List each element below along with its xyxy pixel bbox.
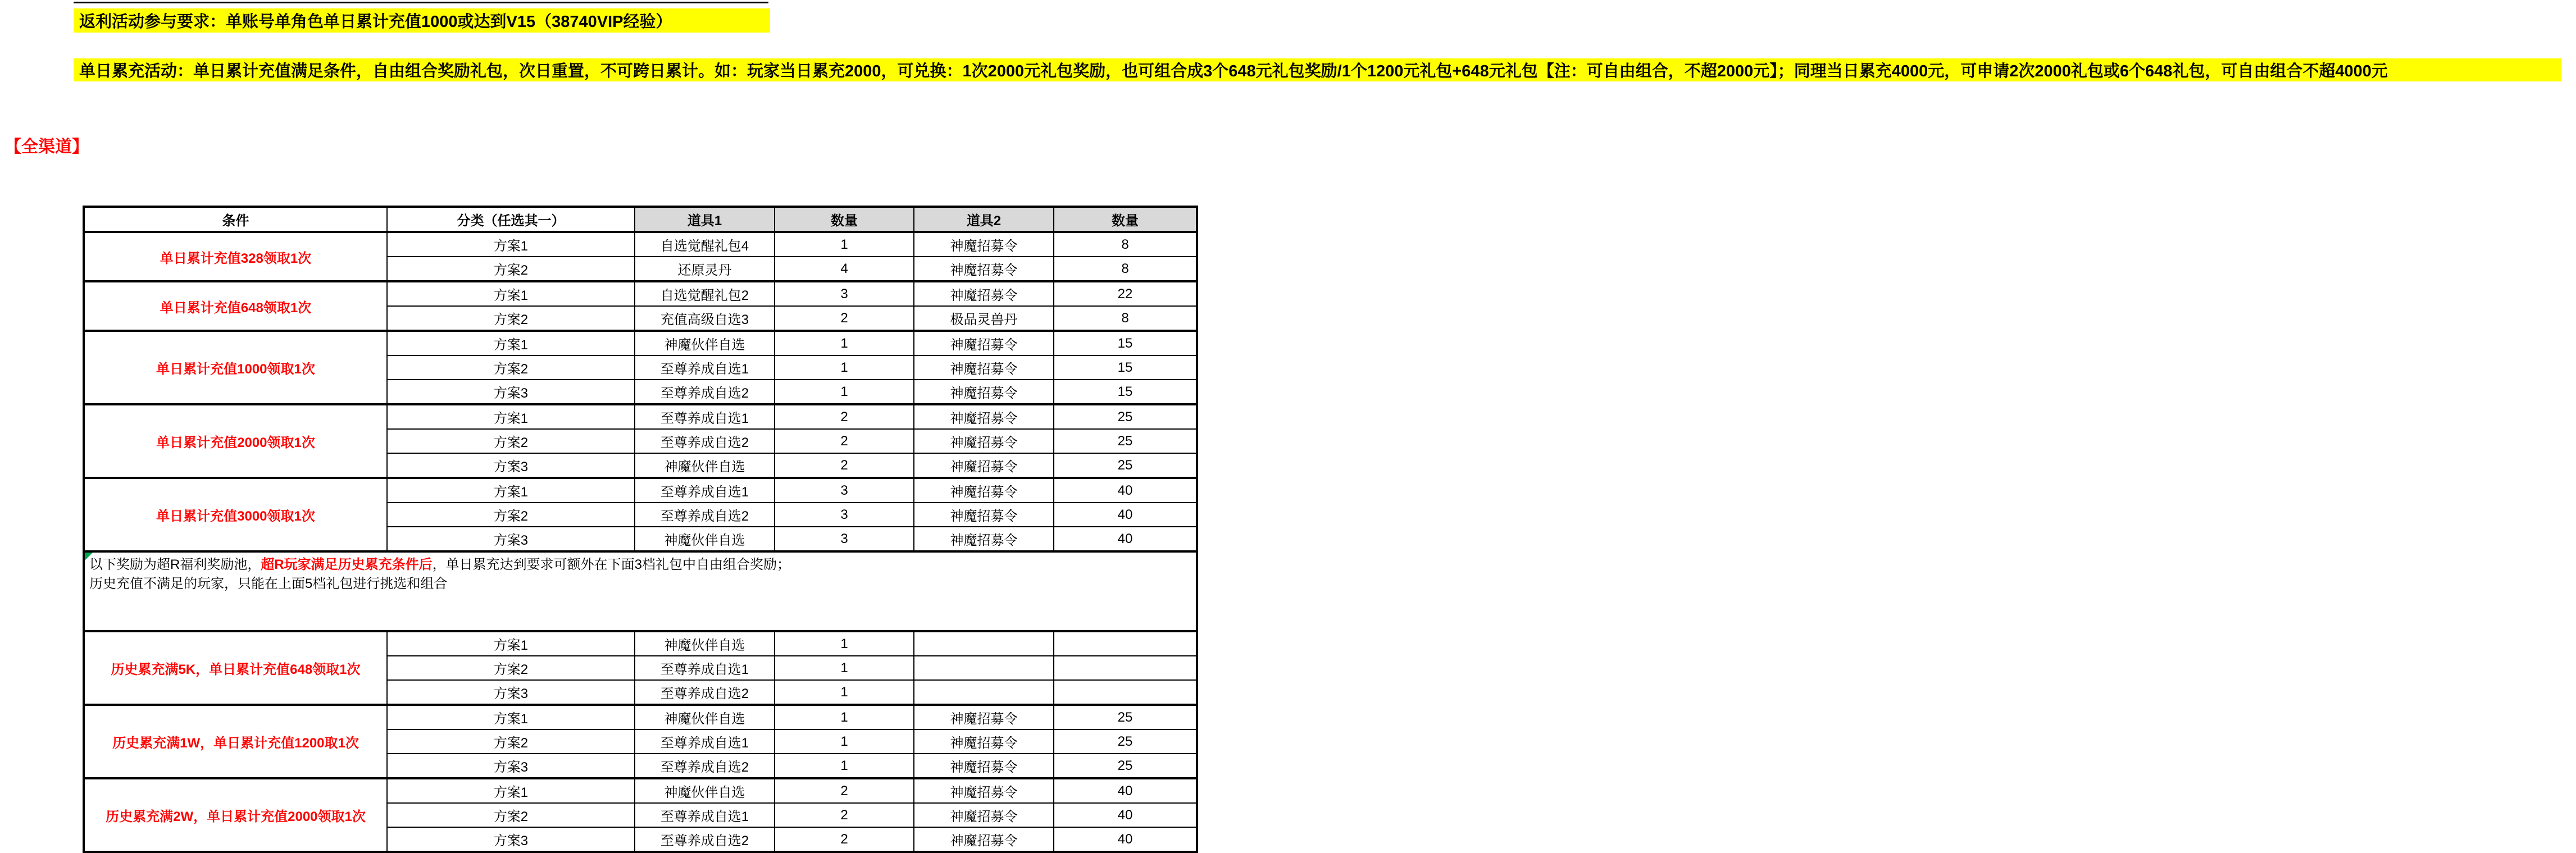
table-row [84,331,1197,355]
plan-cell: 方案2 [387,306,635,331]
plan-cell: 方案1 [387,705,635,729]
qty2-cell: 40 [1054,827,1197,852]
qty1-cell: 2 [775,453,914,478]
qty2-cell: 40 [1054,778,1197,803]
qty2-cell: 40 [1054,478,1197,503]
requirement-banner-text: 返利活动参与要求：单账号单角色单日累计充值1000或达到V15（38740VIP经验） [79,13,672,31]
header-row [84,207,1197,232]
item2-cell: 神魔招募令 [914,827,1054,852]
condition-cell: 历史累充满1W，单日累计充值1200取1次 [84,705,387,778]
qty2-cell: 25 [1054,453,1197,478]
item1-cell: 至尊养成自选1 [635,478,775,503]
table-row [84,478,1197,503]
qty2-cell: 25 [1054,404,1197,429]
qty2-cell: 15 [1054,331,1197,355]
qty1-cell: 2 [775,827,914,852]
item2-cell: 神魔招募令 [914,705,1054,729]
item2-cell [914,680,1054,705]
plan-cell: 方案2 [387,803,635,827]
note-part2: ，单日累充达到要求可额外在下面3档礼包中自由组合奖励； [432,557,791,572]
item1-cell: 神魔伙伴自选 [635,705,775,729]
qty1-cell: 3 [775,281,914,306]
item1-cell: 还原灵丹 [635,257,775,281]
item2-cell [914,656,1054,680]
plan-cell: 方案2 [387,656,635,680]
note-part1: 以下奖励为超R福利奖励池， [89,557,261,572]
item2-cell: 神魔招募令 [914,754,1054,778]
note-cell [84,551,1197,631]
qty2-cell: 40 [1054,503,1197,527]
plan-cell: 方案2 [387,729,635,754]
qty1-cell: 1 [775,380,914,404]
history-recharge-groups [84,631,1197,852]
table-row [84,404,1197,429]
item2-cell: 神魔招募令 [914,478,1054,503]
plan-cell: 方案3 [387,754,635,778]
qty1-cell: 2 [775,803,914,827]
item1-cell: 至尊养成自选2 [635,754,775,778]
table-row [84,778,1197,803]
item2-cell: 神魔招募令 [914,257,1054,281]
item2-cell: 神魔招募令 [914,404,1054,429]
item2-cell: 神魔招募令 [914,380,1054,404]
section-title-all-channels: 【全渠道】 [4,138,89,156]
plan-cell: 方案1 [387,331,635,355]
item1-cell: 神魔伙伴自选 [635,778,775,803]
plan-cell: 方案1 [387,778,635,803]
item1-cell: 神魔伙伴自选 [635,453,775,478]
header-category: 分类（任选其一） [387,207,635,232]
qty2-cell: 8 [1054,257,1197,281]
plan-cell: 方案1 [387,232,635,257]
qty1-cell: 4 [775,257,914,281]
item1-cell: 神魔伙伴自选 [635,631,775,656]
header-qty1: 数量 [775,207,914,232]
item2-cell: 神魔招募令 [914,232,1054,257]
plan-cell: 方案1 [387,404,635,429]
header-item1: 道具1 [635,207,775,232]
cell-flag-triangle-icon [85,553,93,560]
item2-cell: 神魔招募令 [914,355,1054,380]
condition-cell: 单日累计充值1000领取1次 [84,331,387,404]
condition-cell: 历史累充满2W，单日累计充值2000领取1次 [84,778,387,852]
item2-cell: 神魔招募令 [914,503,1054,527]
item1-cell: 至尊养成自选1 [635,803,775,827]
table-row [84,281,1197,306]
item2-cell [914,631,1054,656]
qty2-cell: 40 [1054,527,1197,551]
qty1-cell: 1 [775,729,914,754]
item1-cell: 至尊养成自选2 [635,380,775,404]
plan-cell: 方案1 [387,631,635,656]
note-line-2: 历史充值不满足的玩家，只能在上面5档礼包进行挑选和组合 [89,576,448,591]
plan-cell: 方案1 [387,281,635,306]
qty1-cell: 1 [775,355,914,380]
item2-cell: 神魔招募令 [914,281,1054,306]
qty1-cell: 1 [775,680,914,705]
requirement-banner [74,8,770,33]
table-row [84,631,1197,656]
activity-rule-banner [74,58,2561,81]
plan-cell: 方案2 [387,503,635,527]
qty1-cell: 2 [775,429,914,453]
item2-cell: 神魔招募令 [914,778,1054,803]
qty2-cell [1054,680,1197,705]
note-row [84,551,1197,631]
qty1-cell: 3 [775,527,914,551]
qty1-cell: 1 [775,631,914,656]
plan-cell: 方案2 [387,257,635,281]
plan-cell: 方案3 [387,680,635,705]
qty1-cell: 2 [775,404,914,429]
item1-cell: 神魔伙伴自选 [635,527,775,551]
condition-cell: 历史累充满5K，单日累计充值648领取1次 [84,631,387,705]
condition-cell: 单日累计充值648领取1次 [84,281,387,331]
qty2-cell: 8 [1054,306,1197,331]
item2-cell: 神魔招募令 [914,331,1054,355]
item1-cell: 至尊养成自选1 [635,729,775,754]
note-red-part: 超R玩家满足历史累充条件后 [261,557,433,572]
reward-table [83,206,1198,853]
condition-cell: 单日累计充值3000领取1次 [84,478,387,551]
qty2-cell: 22 [1054,281,1197,306]
item2-cell: 神魔招募令 [914,803,1054,827]
item1-cell: 自选觉醒礼包2 [635,281,775,306]
qty2-cell [1054,656,1197,680]
item2-cell: 神魔招募令 [914,729,1054,754]
item1-cell: 至尊养成自选2 [635,503,775,527]
qty1-cell: 1 [775,331,914,355]
qty1-cell: 1 [775,754,914,778]
plan-cell: 方案3 [387,827,635,852]
qty1-cell: 1 [775,705,914,729]
item1-cell: 神魔伙伴自选 [635,331,775,355]
item2-cell: 神魔招募令 [914,527,1054,551]
qty2-cell: 15 [1054,380,1197,404]
item1-cell: 充值高级自选3 [635,306,775,331]
plan-cell: 方案3 [387,380,635,404]
item1-cell: 至尊养成自选1 [635,404,775,429]
qty1-cell: 1 [775,232,914,257]
qty2-cell: 15 [1054,355,1197,380]
note-line-1 [89,555,1191,574]
plan-cell: 方案1 [387,478,635,503]
activity-rule-banner-text: 单日累充活动：单日累计充值满足条件，自由组合奖励礼包，次日重置，不可跨日累计。如：玩家当日累充2000，可兑换：1次2000元礼包奖励，也可组合成3个648元礼包奖励/1个1200元礼包+648元礼包【注：可自由组合，不超2000元】；同理当日累充4000元，可申请2次2000礼包或6个648礼包，可自由组合不超4000元 [79,62,2388,80]
qty1-cell: 3 [775,503,914,527]
daily-recharge-groups [84,232,1197,551]
item2-cell: 神魔招募令 [914,429,1054,453]
item2-cell: 神魔招募令 [914,453,1054,478]
item2-cell: 极品灵兽丹 [914,306,1054,331]
header-condition: 条件 [84,207,387,232]
header-item2: 道具2 [914,207,1054,232]
table-row [84,232,1197,257]
qty2-cell [1054,631,1197,656]
plan-cell: 方案2 [387,429,635,453]
qty1-cell: 2 [775,778,914,803]
item1-cell: 至尊养成自选2 [635,429,775,453]
item1-cell: 自选觉醒礼包4 [635,232,775,257]
qty2-cell: 25 [1054,729,1197,754]
qty2-cell: 25 [1054,429,1197,453]
qty2-cell: 8 [1054,232,1197,257]
condition-cell: 单日累计充值328领取1次 [84,232,387,281]
item1-cell: 至尊养成自选2 [635,680,775,705]
qty2-cell: 40 [1054,803,1197,827]
table-row [84,705,1197,729]
qty1-cell: 1 [775,656,914,680]
header-qty2: 数量 [1054,207,1197,232]
top-border-line [74,2,768,3]
plan-cell: 方案3 [387,527,635,551]
item1-cell: 至尊养成自选2 [635,827,775,852]
super-r-note-body [84,551,1197,631]
item1-cell: 至尊养成自选1 [635,656,775,680]
qty2-cell: 25 [1054,705,1197,729]
plan-cell: 方案3 [387,453,635,478]
item1-cell: 至尊养成自选1 [635,355,775,380]
table-header [84,207,1197,232]
qty2-cell: 25 [1054,754,1197,778]
plan-cell: 方案2 [387,355,635,380]
qty1-cell: 3 [775,478,914,503]
condition-cell: 单日累计充值2000领取1次 [84,404,387,478]
qty1-cell: 2 [775,306,914,331]
